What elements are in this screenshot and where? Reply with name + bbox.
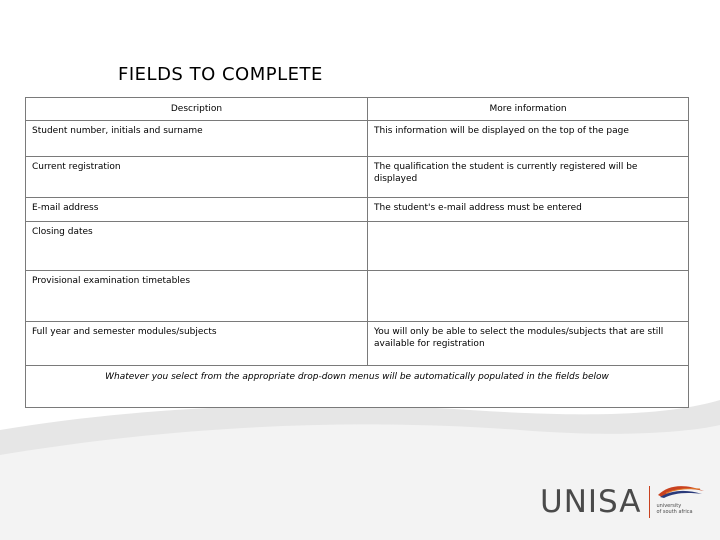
row-description: Closing dates: [26, 222, 368, 271]
table-row: [26, 198, 689, 222]
header-more-information: More information: [368, 98, 689, 121]
table-row: [26, 271, 689, 322]
brand-tagline: [656, 503, 706, 515]
table-header-row: [26, 98, 689, 121]
row-information: The qualification the student is currently registered will be displayed: [368, 157, 689, 198]
unisa-logo: [540, 484, 706, 520]
brand-tagline-line1: university: [656, 503, 682, 509]
row-description: Student number, initials and surname: [26, 121, 368, 157]
row-description: Provisional examination timetables: [26, 271, 368, 322]
row-information: You will only be able to select the modules/subjects that are still available for registration: [368, 322, 689, 366]
brand-name: UNISA: [540, 484, 642, 520]
table-footer-row: [26, 366, 689, 408]
header-description: Description: [26, 98, 368, 121]
row-information: [368, 222, 689, 271]
table-row: [26, 322, 689, 366]
row-description: Full year and semester modules/subjects: [26, 322, 368, 366]
brand-tagline-line2: of south africa: [656, 509, 693, 515]
row-description: Current registration: [26, 157, 368, 198]
row-information: [368, 271, 689, 322]
fields-table: [25, 97, 689, 408]
row-information: The student's e-mail address must be entered: [368, 198, 689, 222]
footer-note: Whatever you select from the appropriate drop-down menus will be automatically populated in the fields below: [26, 366, 689, 408]
row-description: E-mail address: [26, 198, 368, 222]
row-information: This information will be displayed on the top of the page: [368, 121, 689, 157]
page-title: FIELDS TO COMPLETE: [118, 64, 323, 85]
table-row: [26, 222, 689, 271]
brand-divider: [649, 486, 650, 518]
brand-mark: [656, 485, 706, 519]
table-row: [26, 121, 689, 157]
table-row: [26, 157, 689, 198]
swoosh-emblem-icon: [656, 483, 706, 499]
